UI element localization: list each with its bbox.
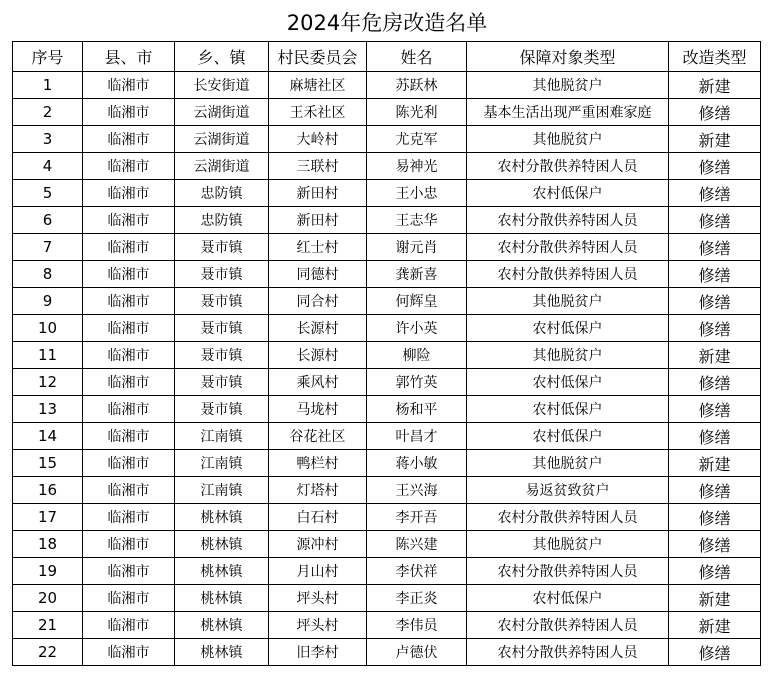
beneficiary-type-cell: 农村低保户	[467, 315, 669, 342]
township-cell: 桃林镇	[175, 639, 269, 666]
village-committee-cell: 坪头村	[269, 585, 367, 612]
table-row	[13, 585, 761, 612]
index-cell: 7	[13, 234, 83, 261]
township-cell: 桃林镇	[175, 612, 269, 639]
name-cell: 何辉皇	[367, 288, 467, 315]
table-row	[13, 261, 761, 288]
township-cell: 忠防镇	[175, 180, 269, 207]
renovation-type-cell: 新建	[669, 72, 761, 99]
name-cell: 谢元肖	[367, 234, 467, 261]
township-cell: 聂市镇	[175, 369, 269, 396]
township-cell: 桃林镇	[175, 585, 269, 612]
village-committee-cell: 麻塘社区	[269, 72, 367, 99]
county-cell: 临湘市	[83, 531, 175, 558]
beneficiary-type-cell: 农村低保户	[467, 369, 669, 396]
table-row	[13, 72, 761, 99]
name-cell: 李伏祥	[367, 558, 467, 585]
county-cell: 临湘市	[83, 207, 175, 234]
name-cell: 蒋小敏	[367, 450, 467, 477]
name-cell: 卢德伏	[367, 639, 467, 666]
village-committee-cell: 谷花社区	[269, 423, 367, 450]
table-row	[13, 288, 761, 315]
beneficiary-type-cell: 农村分散供养特困人员	[467, 261, 669, 288]
table-row	[13, 342, 761, 369]
renovation-type-cell: 修缮	[669, 423, 761, 450]
county-cell: 临湘市	[83, 450, 175, 477]
village-committee-cell: 月山村	[269, 558, 367, 585]
township-cell: 桃林镇	[175, 504, 269, 531]
table-row	[13, 612, 761, 639]
beneficiary-type-cell: 基本生活出现严重困难家庭	[467, 99, 669, 126]
table-row	[13, 153, 761, 180]
table-header	[13, 42, 761, 72]
header-name: 姓名	[367, 42, 467, 72]
table-row	[13, 234, 761, 261]
beneficiary-type-cell: 易返贫致贫户	[467, 477, 669, 504]
village-committee-cell: 长源村	[269, 342, 367, 369]
county-cell: 临湘市	[83, 639, 175, 666]
name-cell: 王兴海	[367, 477, 467, 504]
renovation-type-cell: 新建	[669, 450, 761, 477]
renovation-type-cell: 新建	[669, 342, 761, 369]
table-row	[13, 423, 761, 450]
renovation-type-cell: 修缮	[669, 180, 761, 207]
village-committee-cell: 鸭栏村	[269, 450, 367, 477]
table-row	[13, 180, 761, 207]
beneficiary-type-cell: 其他脱贫户	[467, 288, 669, 315]
renovation-list-table	[12, 41, 761, 666]
table-row	[13, 396, 761, 423]
township-cell: 江南镇	[175, 423, 269, 450]
beneficiary-type-cell: 其他脱贫户	[467, 126, 669, 153]
name-cell: 苏跃林	[367, 72, 467, 99]
renovation-type-cell: 修缮	[669, 234, 761, 261]
header-beneficiary-type: 保障对象类型	[467, 42, 669, 72]
index-cell: 8	[13, 261, 83, 288]
village-committee-cell: 三联村	[269, 153, 367, 180]
beneficiary-type-cell: 农村分散供养特困人员	[467, 612, 669, 639]
village-committee-cell: 旧李村	[269, 639, 367, 666]
index-cell: 10	[13, 315, 83, 342]
beneficiary-type-cell: 其他脱贫户	[467, 450, 669, 477]
renovation-type-cell: 新建	[669, 585, 761, 612]
renovation-type-cell: 修缮	[669, 369, 761, 396]
county-cell: 临湘市	[83, 423, 175, 450]
county-cell: 临湘市	[83, 315, 175, 342]
township-cell: 聂市镇	[175, 396, 269, 423]
index-cell: 18	[13, 531, 83, 558]
name-cell: 王志华	[367, 207, 467, 234]
village-committee-cell: 新田村	[269, 207, 367, 234]
township-cell: 聂市镇	[175, 315, 269, 342]
name-cell: 许小英	[367, 315, 467, 342]
header-index: 序号	[13, 42, 83, 72]
township-cell: 忠防镇	[175, 207, 269, 234]
township-cell: 江南镇	[175, 450, 269, 477]
renovation-type-cell: 修缮	[669, 99, 761, 126]
index-cell: 17	[13, 504, 83, 531]
township-cell: 云湖街道	[175, 126, 269, 153]
county-cell: 临湘市	[83, 504, 175, 531]
name-cell: 柳险	[367, 342, 467, 369]
table-row	[13, 477, 761, 504]
index-cell: 6	[13, 207, 83, 234]
township-cell: 聂市镇	[175, 342, 269, 369]
header-village-committee: 村民委员会	[269, 42, 367, 72]
village-committee-cell: 同合村	[269, 288, 367, 315]
header-row	[13, 42, 761, 72]
table-row	[13, 207, 761, 234]
table-row	[13, 558, 761, 585]
index-cell: 9	[13, 288, 83, 315]
table-row	[13, 531, 761, 558]
village-committee-cell: 源冲村	[269, 531, 367, 558]
index-cell: 20	[13, 585, 83, 612]
county-cell: 临湘市	[83, 126, 175, 153]
township-cell: 云湖街道	[175, 99, 269, 126]
county-cell: 临湘市	[83, 342, 175, 369]
township-cell: 聂市镇	[175, 288, 269, 315]
village-committee-cell: 坪头村	[269, 612, 367, 639]
name-cell: 龚新喜	[367, 261, 467, 288]
beneficiary-type-cell: 农村分散供养特困人员	[467, 504, 669, 531]
county-cell: 临湘市	[83, 99, 175, 126]
county-cell: 临湘市	[83, 234, 175, 261]
beneficiary-type-cell: 农村分散供养特困人员	[467, 639, 669, 666]
name-cell: 杨和平	[367, 396, 467, 423]
beneficiary-type-cell: 农村低保户	[467, 396, 669, 423]
name-cell: 易神光	[367, 153, 467, 180]
name-cell: 郭竹英	[367, 369, 467, 396]
renovation-type-cell: 修缮	[669, 153, 761, 180]
beneficiary-type-cell: 农村分散供养特困人员	[467, 153, 669, 180]
name-cell: 李正炎	[367, 585, 467, 612]
renovation-type-cell: 修缮	[669, 531, 761, 558]
index-cell: 15	[13, 450, 83, 477]
renovation-type-cell: 修缮	[669, 261, 761, 288]
index-cell: 12	[13, 369, 83, 396]
county-cell: 临湘市	[83, 612, 175, 639]
renovation-type-cell: 修缮	[669, 396, 761, 423]
document-title: 2024年危房改造名单	[286, 11, 488, 35]
renovation-type-cell: 修缮	[669, 558, 761, 585]
township-cell: 江南镇	[175, 477, 269, 504]
beneficiary-type-cell: 其他脱贫户	[467, 531, 669, 558]
name-cell: 陈兴建	[367, 531, 467, 558]
township-cell: 桃林镇	[175, 531, 269, 558]
beneficiary-type-cell: 农村分散供养特困人员	[467, 558, 669, 585]
table-row	[13, 126, 761, 153]
table-row	[13, 450, 761, 477]
index-cell: 3	[13, 126, 83, 153]
township-cell: 聂市镇	[175, 261, 269, 288]
header-renovation-type: 改造类型	[669, 42, 761, 72]
index-cell: 2	[13, 99, 83, 126]
beneficiary-type-cell: 农村低保户	[467, 423, 669, 450]
index-cell: 14	[13, 423, 83, 450]
village-committee-cell: 白石村	[269, 504, 367, 531]
county-cell: 临湘市	[83, 288, 175, 315]
index-cell: 5	[13, 180, 83, 207]
township-cell: 长安街道	[175, 72, 269, 99]
village-committee-cell: 乘风村	[269, 369, 367, 396]
county-cell: 临湘市	[83, 72, 175, 99]
table-body	[13, 72, 761, 666]
beneficiary-type-cell: 农村低保户	[467, 585, 669, 612]
township-cell: 桃林镇	[175, 558, 269, 585]
county-cell: 临湘市	[83, 180, 175, 207]
name-cell: 尤克军	[367, 126, 467, 153]
table-row	[13, 369, 761, 396]
township-cell: 云湖街道	[175, 153, 269, 180]
renovation-type-cell: 修缮	[669, 477, 761, 504]
index-cell: 22	[13, 639, 83, 666]
name-cell: 李开吾	[367, 504, 467, 531]
county-cell: 临湘市	[83, 261, 175, 288]
renovation-type-cell: 新建	[669, 612, 761, 639]
table-row	[13, 504, 761, 531]
renovation-type-cell: 修缮	[669, 504, 761, 531]
header-county: 县、市	[83, 42, 175, 72]
county-cell: 临湘市	[83, 396, 175, 423]
village-committee-cell: 同德村	[269, 261, 367, 288]
county-cell: 临湘市	[83, 558, 175, 585]
county-cell: 临湘市	[83, 369, 175, 396]
index-cell: 1	[13, 72, 83, 99]
index-cell: 13	[13, 396, 83, 423]
renovation-type-cell: 新建	[669, 126, 761, 153]
index-cell: 4	[13, 153, 83, 180]
table-row	[13, 639, 761, 666]
table-row	[13, 99, 761, 126]
renovation-type-cell: 修缮	[669, 207, 761, 234]
village-committee-cell: 王禾社区	[269, 99, 367, 126]
village-committee-cell: 新田村	[269, 180, 367, 207]
township-cell: 聂市镇	[175, 234, 269, 261]
name-cell: 李伟员	[367, 612, 467, 639]
renovation-type-cell: 修缮	[669, 639, 761, 666]
renovation-type-cell: 修缮	[669, 315, 761, 342]
index-cell: 19	[13, 558, 83, 585]
beneficiary-type-cell: 其他脱贫户	[467, 72, 669, 99]
name-cell: 陈光利	[367, 99, 467, 126]
village-committee-cell: 长源村	[269, 315, 367, 342]
beneficiary-type-cell: 农村分散供养特困人员	[467, 234, 669, 261]
village-committee-cell: 红士村	[269, 234, 367, 261]
village-committee-cell: 马垅村	[269, 396, 367, 423]
index-cell: 11	[13, 342, 83, 369]
county-cell: 临湘市	[83, 585, 175, 612]
village-committee-cell: 大岭村	[269, 126, 367, 153]
village-committee-cell: 灯塔村	[269, 477, 367, 504]
beneficiary-type-cell: 农村分散供养特困人员	[467, 207, 669, 234]
county-cell: 临湘市	[83, 153, 175, 180]
beneficiary-type-cell: 其他脱贫户	[467, 342, 669, 369]
renovation-type-cell: 修缮	[669, 288, 761, 315]
county-cell: 临湘市	[83, 477, 175, 504]
name-cell: 叶昌才	[367, 423, 467, 450]
index-cell: 16	[13, 477, 83, 504]
beneficiary-type-cell: 农村低保户	[467, 180, 669, 207]
header-township: 乡、镇	[175, 42, 269, 72]
name-cell: 王小忠	[367, 180, 467, 207]
index-cell: 21	[13, 612, 83, 639]
table-row	[13, 315, 761, 342]
